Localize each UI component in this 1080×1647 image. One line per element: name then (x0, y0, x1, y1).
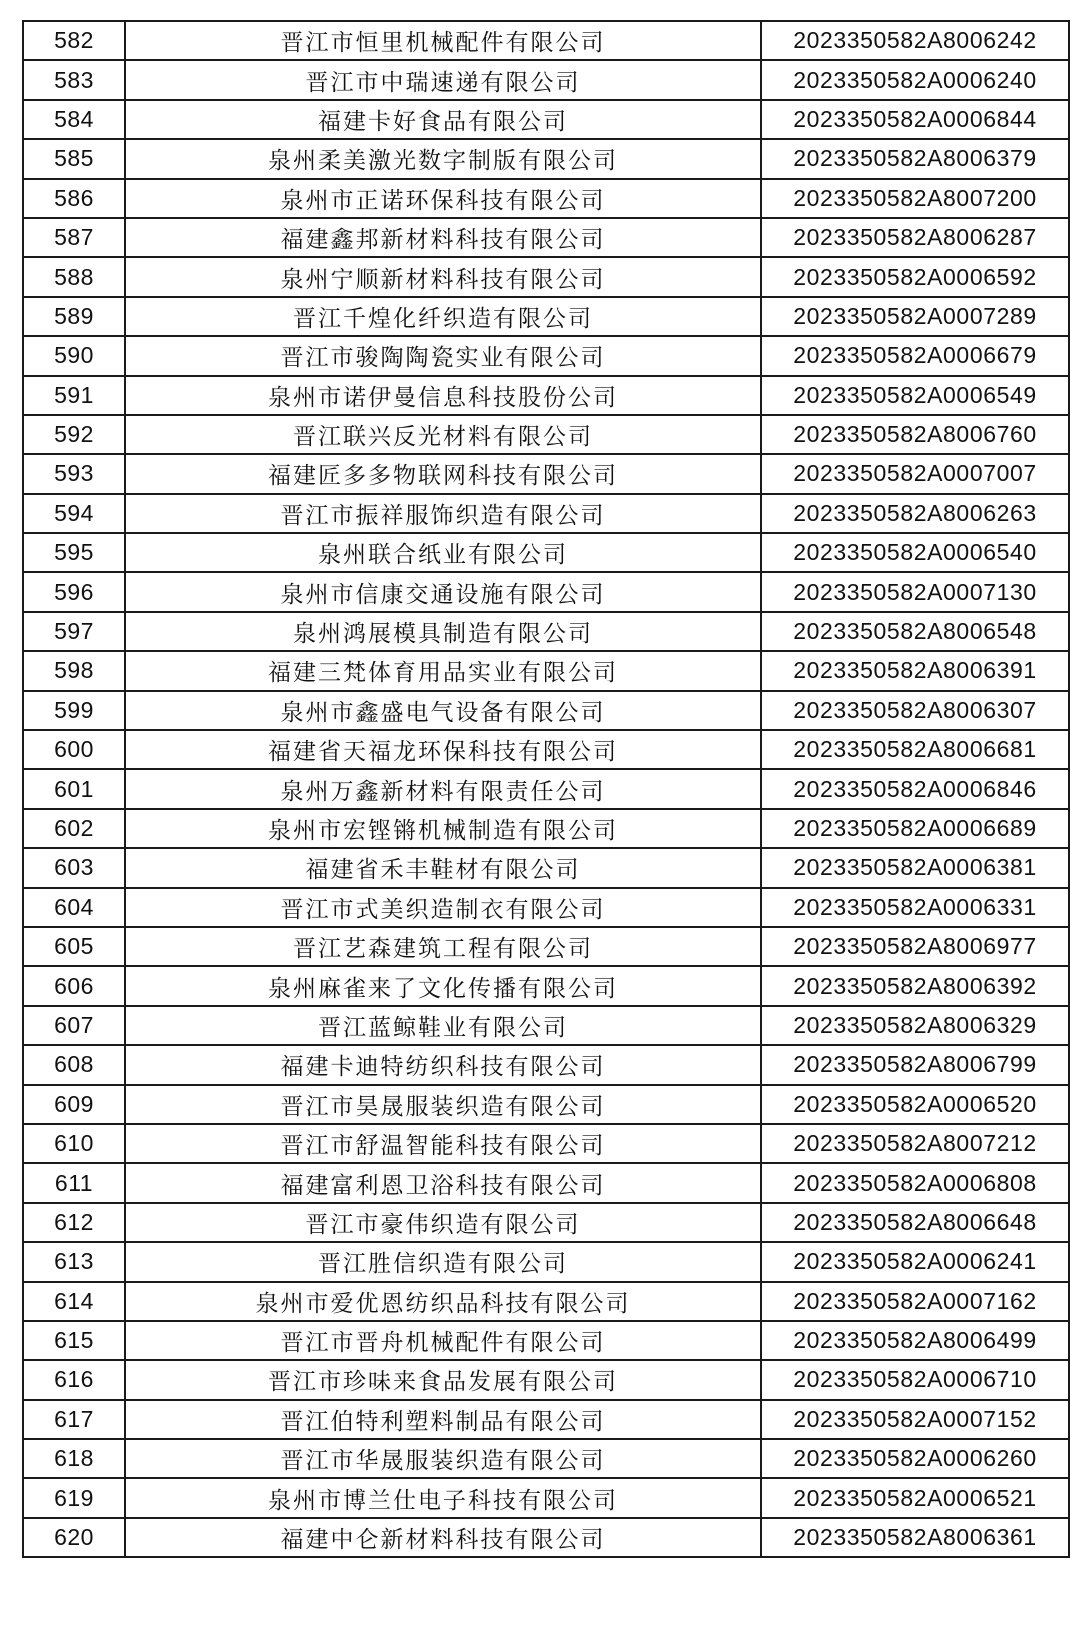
table-row (23, 100, 1069, 139)
table-row (23, 1045, 1069, 1084)
table-row (23, 1518, 1069, 1557)
table-row (23, 336, 1069, 375)
table-row (23, 1478, 1069, 1517)
row-number-cell: 604 (23, 888, 125, 927)
registration-code-cell: 2023350582A0007162 (761, 1282, 1069, 1321)
company-name-cell: 晋江市晋舟机械配件有限公司 (125, 1321, 761, 1360)
table-row (23, 415, 1069, 454)
company-name-cell: 泉州市诺伊曼信息科技股份公司 (125, 376, 761, 415)
row-number-cell: 613 (23, 1242, 125, 1281)
row-number-cell: 617 (23, 1400, 125, 1439)
company-name-cell: 泉州市宏铿锵机械制造有限公司 (125, 809, 761, 848)
table-row (23, 139, 1069, 178)
row-number-cell: 592 (23, 415, 125, 454)
company-name-cell: 泉州柔美激光数字制版有限公司 (125, 139, 761, 178)
row-number-cell: 599 (23, 691, 125, 730)
table-row (23, 454, 1069, 493)
row-number-cell: 594 (23, 494, 125, 533)
row-number-cell: 597 (23, 612, 125, 651)
table-row (23, 1439, 1069, 1478)
registration-code-cell: 2023350582A8007200 (761, 179, 1069, 218)
company-name-cell: 福建富利恩卫浴科技有限公司 (125, 1163, 761, 1202)
company-name-cell: 晋江市恒里机械配件有限公司 (125, 21, 761, 60)
company-name-cell: 泉州市正诺环保科技有限公司 (125, 179, 761, 218)
row-number-cell: 598 (23, 651, 125, 690)
registry-sheet (22, 20, 1062, 1558)
registration-code-cell: 2023350582A8006391 (761, 651, 1069, 690)
registration-code-cell: 2023350582A0006520 (761, 1085, 1069, 1124)
registration-code-cell: 2023350582A0006260 (761, 1439, 1069, 1478)
company-name-cell: 泉州麻雀来了文化传播有限公司 (125, 966, 761, 1005)
table-row (23, 730, 1069, 769)
row-number-cell: 606 (23, 966, 125, 1005)
table-row (23, 297, 1069, 336)
registration-code-cell: 2023350582A0006689 (761, 809, 1069, 848)
registration-code-cell: 2023350582A8006379 (761, 139, 1069, 178)
table-row (23, 966, 1069, 1005)
table-row (23, 612, 1069, 651)
row-number-cell: 603 (23, 848, 125, 887)
registration-code-cell: 2023350582A0007130 (761, 572, 1069, 611)
table-row (23, 179, 1069, 218)
company-name-cell: 晋江艺森建筑工程有限公司 (125, 927, 761, 966)
table-row (23, 1006, 1069, 1045)
table-row (23, 533, 1069, 572)
registration-code-cell: 2023350582A8006760 (761, 415, 1069, 454)
row-number-cell: 608 (23, 1045, 125, 1084)
company-name-cell: 福建卡好食品有限公司 (125, 100, 761, 139)
table-row (23, 60, 1069, 99)
table-row (23, 888, 1069, 927)
table-row (23, 1124, 1069, 1163)
row-number-cell: 601 (23, 769, 125, 808)
company-name-cell: 晋江市舒温智能科技有限公司 (125, 1124, 761, 1163)
row-number-cell: 583 (23, 60, 125, 99)
table-row (23, 1321, 1069, 1360)
table-row (23, 1085, 1069, 1124)
registration-code-cell: 2023350582A8006242 (761, 21, 1069, 60)
registration-code-cell: 2023350582A8006263 (761, 494, 1069, 533)
registration-code-cell: 2023350582A0007007 (761, 454, 1069, 493)
company-name-cell: 福建卡迪特纺织科技有限公司 (125, 1045, 761, 1084)
row-number-cell: 584 (23, 100, 125, 139)
company-name-cell: 福建省天福龙环保科技有限公司 (125, 730, 761, 769)
row-number-cell: 616 (23, 1360, 125, 1399)
row-number-cell: 610 (23, 1124, 125, 1163)
company-name-cell: 福建三梵体育用品实业有限公司 (125, 651, 761, 690)
row-number-cell: 619 (23, 1478, 125, 1517)
company-name-cell: 泉州鸿展模具制造有限公司 (125, 612, 761, 651)
row-number-cell: 609 (23, 1085, 125, 1124)
table-row (23, 1203, 1069, 1242)
table-row (23, 572, 1069, 611)
registration-code-cell: 2023350582A8006648 (761, 1203, 1069, 1242)
registration-code-cell: 2023350582A0006710 (761, 1360, 1069, 1399)
row-number-cell: 593 (23, 454, 125, 493)
row-number-cell: 586 (23, 179, 125, 218)
company-name-cell: 晋江市式美织造制衣有限公司 (125, 888, 761, 927)
row-number-cell: 588 (23, 257, 125, 296)
row-number-cell: 607 (23, 1006, 125, 1045)
company-name-cell: 福建鑫邦新材料科技有限公司 (125, 218, 761, 257)
company-name-cell: 泉州联合纸业有限公司 (125, 533, 761, 572)
row-number-cell: 611 (23, 1163, 125, 1202)
table-row (23, 1242, 1069, 1281)
company-name-cell: 晋江蓝鲸鞋业有限公司 (125, 1006, 761, 1045)
company-registry-table (22, 20, 1070, 1558)
registration-code-cell: 2023350582A8006548 (761, 612, 1069, 651)
company-name-cell: 晋江联兴反光材料有限公司 (125, 415, 761, 454)
registration-code-cell: 2023350582A8006287 (761, 218, 1069, 257)
table-row (23, 257, 1069, 296)
table-row (23, 1163, 1069, 1202)
company-name-cell: 晋江伯特利塑料制品有限公司 (125, 1400, 761, 1439)
row-number-cell: 591 (23, 376, 125, 415)
row-number-cell: 605 (23, 927, 125, 966)
row-number-cell: 590 (23, 336, 125, 375)
table-row (23, 218, 1069, 257)
table-row (23, 494, 1069, 533)
table-row (23, 1282, 1069, 1321)
registration-code-cell: 2023350582A0006240 (761, 60, 1069, 99)
registration-code-cell: 2023350582A0006331 (761, 888, 1069, 927)
company-name-cell: 泉州宁顺新材料科技有限公司 (125, 257, 761, 296)
row-number-cell: 596 (23, 572, 125, 611)
registration-code-cell: 2023350582A0007289 (761, 297, 1069, 336)
table-row (23, 651, 1069, 690)
registration-code-cell: 2023350582A0006241 (761, 1242, 1069, 1281)
registration-code-cell: 2023350582A8006361 (761, 1518, 1069, 1557)
registration-code-cell: 2023350582A0007152 (761, 1400, 1069, 1439)
registration-code-cell: 2023350582A8006977 (761, 927, 1069, 966)
registration-code-cell: 2023350582A0006808 (761, 1163, 1069, 1202)
registration-code-cell: 2023350582A0006381 (761, 848, 1069, 887)
company-name-cell: 晋江市骏陶陶瓷实业有限公司 (125, 336, 761, 375)
registration-code-cell: 2023350582A0006846 (761, 769, 1069, 808)
registration-code-cell: 2023350582A0006521 (761, 1478, 1069, 1517)
company-name-cell: 福建匠多多物联网科技有限公司 (125, 454, 761, 493)
company-name-cell: 晋江市华晟服装织造有限公司 (125, 1439, 761, 1478)
registry-table-body (23, 21, 1069, 1557)
table-row (23, 691, 1069, 730)
company-name-cell: 泉州市信康交通设施有限公司 (125, 572, 761, 611)
row-number-cell: 620 (23, 1518, 125, 1557)
company-name-cell: 泉州市鑫盛电气设备有限公司 (125, 691, 761, 730)
row-number-cell: 600 (23, 730, 125, 769)
registration-code-cell: 2023350582A8006329 (761, 1006, 1069, 1045)
registration-code-cell: 2023350582A0006540 (761, 533, 1069, 572)
row-number-cell: 618 (23, 1439, 125, 1478)
table-row (23, 21, 1069, 60)
company-name-cell: 福建省禾丰鞋材有限公司 (125, 848, 761, 887)
registration-code-cell: 2023350582A0006549 (761, 376, 1069, 415)
registration-code-cell: 2023350582A0006592 (761, 257, 1069, 296)
table-row (23, 809, 1069, 848)
registration-code-cell: 2023350582A8006392 (761, 966, 1069, 1005)
row-number-cell: 614 (23, 1282, 125, 1321)
registration-code-cell: 2023350582A8006681 (761, 730, 1069, 769)
company-name-cell: 泉州万鑫新材料有限责任公司 (125, 769, 761, 808)
table-row (23, 1400, 1069, 1439)
table-row (23, 376, 1069, 415)
row-number-cell: 612 (23, 1203, 125, 1242)
registration-code-cell: 2023350582A8006307 (761, 691, 1069, 730)
row-number-cell: 615 (23, 1321, 125, 1360)
registration-code-cell: 2023350582A0006679 (761, 336, 1069, 375)
company-name-cell: 泉州市爱优恩纺织品科技有限公司 (125, 1282, 761, 1321)
company-name-cell: 晋江胜信织造有限公司 (125, 1242, 761, 1281)
registration-code-cell: 2023350582A8006799 (761, 1045, 1069, 1084)
company-name-cell: 晋江市昊晟服装织造有限公司 (125, 1085, 761, 1124)
table-row (23, 927, 1069, 966)
registration-code-cell: 2023350582A8006499 (761, 1321, 1069, 1360)
company-name-cell: 晋江市珍味来食品发展有限公司 (125, 1360, 761, 1399)
row-number-cell: 587 (23, 218, 125, 257)
table-row (23, 848, 1069, 887)
table-row (23, 1360, 1069, 1399)
registration-code-cell: 2023350582A0006844 (761, 100, 1069, 139)
company-name-cell: 晋江千煌化纤织造有限公司 (125, 297, 761, 336)
company-name-cell: 晋江市中瑞速递有限公司 (125, 60, 761, 99)
company-name-cell: 晋江市振祥服饰织造有限公司 (125, 494, 761, 533)
company-name-cell: 福建中仑新材料科技有限公司 (125, 1518, 761, 1557)
row-number-cell: 595 (23, 533, 125, 572)
company-name-cell: 晋江市豪伟织造有限公司 (125, 1203, 761, 1242)
row-number-cell: 602 (23, 809, 125, 848)
registration-code-cell: 2023350582A8007212 (761, 1124, 1069, 1163)
row-number-cell: 582 (23, 21, 125, 60)
row-number-cell: 589 (23, 297, 125, 336)
row-number-cell: 585 (23, 139, 125, 178)
table-row (23, 769, 1069, 808)
company-name-cell: 泉州市博兰仕电子科技有限公司 (125, 1478, 761, 1517)
